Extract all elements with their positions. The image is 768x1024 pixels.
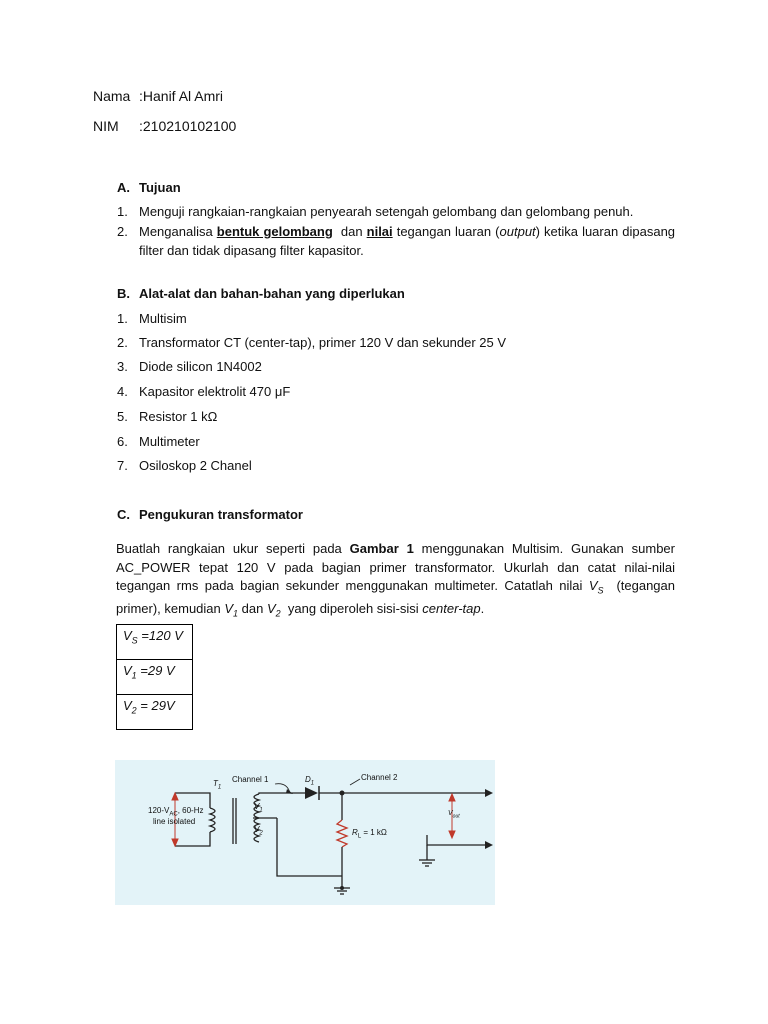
a-item-2-post2: ) ketika luaran dipasang [535,224,676,239]
section-c-paragraph [116,540,679,623]
center-tap-return [277,818,342,876]
d1-label: $D_1$ [305,775,315,787]
resistor-zigzag [337,820,347,847]
para-text-1: Buatlah rangkaian ukur seperti pada [116,541,350,556]
section-c-title: Pengukuran transformator [139,507,303,522]
vout-label: $V_{out}$ [448,810,460,820]
a-item-2-u2: nilai [366,224,393,239]
table-row [117,660,193,695]
output-wire-bottom [427,835,485,845]
para-v1: V [224,601,234,617]
section-b-letter: B. [117,286,130,301]
b-item-6-num: 6. [117,434,128,449]
b-item-7-text: Osiloskop 2 Chanel [139,458,252,473]
b-item-2-num: 2. [117,335,128,350]
source-label-line2: line isolated [153,817,196,826]
measurement-v2: $V_2 = 29V$ [117,695,193,730]
b-item-1-num: 1. [117,311,128,326]
b-item-3-text: Diode silicon 1N4002 [139,359,262,374]
a-item-1-num: 1. [117,204,128,219]
para-text-2: menggunakan Multisim. Gunakan sumber AC_POWER tepat 120 V pada bagian primer transformator. Ukurlah dan catat nilai-nilai tegangan rms pada bagian sekunder menggunakan multimeter. Catatlah nilai [116,541,675,593]
primary-coil [210,808,215,832]
para-v2-sub: 2 [275,608,281,619]
nim-value: :210210102100 [139,118,237,134]
a-item-2-mid: dan [332,224,367,239]
primary-wire-bottom [175,832,210,846]
v1-label: $V_1$ [254,802,263,814]
para-bold-gambar: Gambar 1 [349,541,414,556]
b-item-5-text: Resistor 1 kΩ [139,409,218,424]
section-a-letter: A. [117,180,130,195]
measurement-table [116,624,193,730]
para-italic-center-tap: center-tap [422,601,481,617]
b-item-4-num: 4. [117,384,128,399]
b-item-1-text: Multisim [139,311,187,326]
b-item-5-num: 5. [117,409,128,424]
para-text-5: yang diperoleh sisi-sisi [280,601,423,617]
b-item-3-num: 3. [117,359,128,374]
measurement-v1: $V_1 =29$ V [117,660,193,695]
para-text-6: . [480,601,485,617]
channel-1-label: Channel 1 [232,775,269,784]
b-item-2-text: Transformator CT (center-tap), primer 120 V dan sekunder 25 V [139,335,507,350]
para-text-3: (tegangan primer), kemudian [116,578,679,617]
para-text-4: dan [238,601,267,617]
source-label-line1: $120-V_{AC}$, 60-Hz [148,806,204,818]
a-item-2-line1 [139,224,675,239]
b-item-7-num: 7. [117,458,128,473]
secondary-wire-top [259,793,305,794]
a-item-2-line2: filter dan tidak dipasang filter kapasitor. [139,243,364,258]
b-item-4-text: Kapasitor elektrolit 470 μF [139,384,291,399]
para-vs: V [588,578,598,593]
b-item-6-text: Multimeter [139,434,200,449]
channel-2-label: Channel 2 [361,773,398,782]
name-value: :Hanif Al Amri [139,88,224,104]
a-item-2-num: 2. [117,224,128,239]
a-item-2-italic: output [499,224,536,239]
a-item-2-post1: tegangan luaran ( [392,224,500,239]
a-item-2-pre: Menganalisa [139,224,217,239]
a-item-1-text: Menguji rangkaian-rangkaian penyearah setengah gelombang dan gelombang penuh. [139,204,634,219]
section-b-title: Alat-alat dan bahan-bahan yang diperlukan [139,286,405,301]
para-v2: V [266,601,276,617]
table-row [117,625,193,660]
para-vs-sub: S [597,585,604,596]
name-label: Nama [93,88,131,104]
section-a-title: Tujuan [139,180,181,195]
table-row [117,695,193,730]
measurement-vs: $V_S =120$ V [117,625,193,660]
para-v1-sub: 1 [233,608,239,619]
section-c-letter: C. [117,507,130,522]
v2-label: $V_2$ [254,825,263,837]
rl-label: $R_L = 1$ kΩ [352,828,387,840]
circuit-figure [115,760,495,905]
t1-label: $T_1$ [213,779,222,791]
diode-triangle [305,787,318,799]
nim-label: NIM [93,118,119,134]
a-item-2-u1: bentuk gelombang [216,224,333,239]
